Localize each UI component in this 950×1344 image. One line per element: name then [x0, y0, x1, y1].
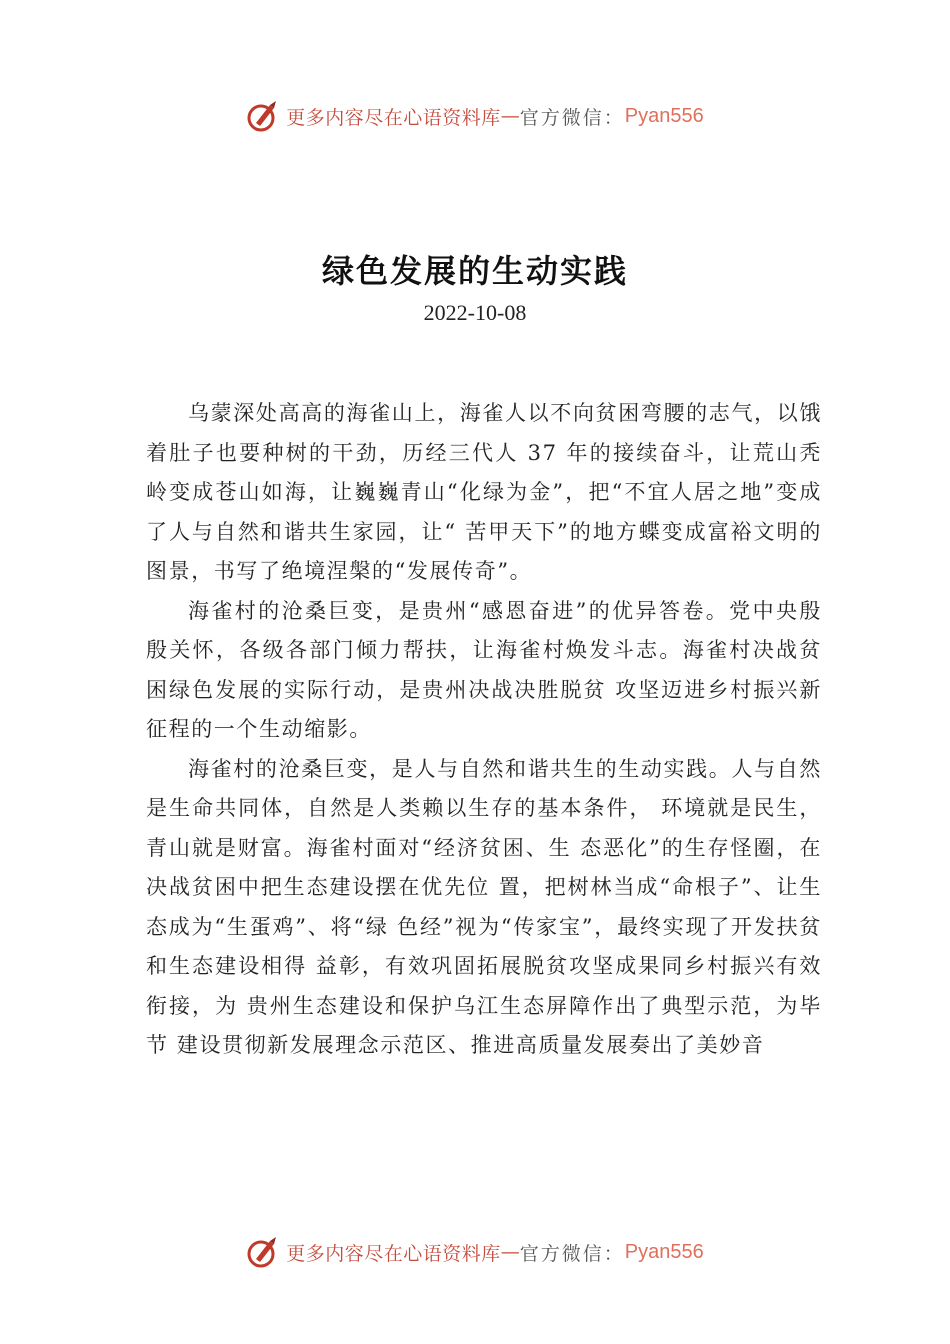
watermark-dash: —: [500, 1241, 520, 1263]
watermark-text: 更多内容尽在心语资料库: [286, 106, 501, 129]
paragraph: 海雀村的沧桑巨变，是人与自然和谐共生的生动实践。人与自然是生命共同体，自然是人类赖以生存的基本条件， 环境就是民生，青山就是财富。海雀村面对“经济贫困、生 态恶化”的生存怪圈，在决战贫困中把生态建设摆在优先位 置，把树林当成“命根子”、让生态成为“生蛋鸡”、将“绿 色经”视为“传家宝”，最终实现了开发扶贫和生态建设相得 益彰，有效巩固拓展脱贫攻坚成果同乡村振兴有效衔接，为 贵州生态建设和保护乌江生态屏障作出了典型示范，为毕节 建设贯彻新发展理念示范区、推进高质量发展奏出了美妙音: [146, 756, 822, 1057]
article-body: [146, 394, 822, 1066]
pen-logo-icon: [246, 99, 280, 133]
watermark-dash: —: [500, 105, 520, 127]
watermark-id: Pyan556: [624, 1240, 704, 1263]
watermark-label: 官方微信：: [519, 1242, 625, 1265]
watermark-text: 更多内容尽在心语资料库: [286, 1242, 501, 1265]
footer-watermark: [0, 1232, 950, 1272]
paragraph: 乌蒙深处高高的海雀山上，海雀人以不向贫困弯腰的志气，以饿着肚子也要种树的干劲，历经三代人 37 年的接续奋斗，让荒山秃岭变成苍山如海，让巍巍青山“化绿为金”，把“不宜人居之地”变成了人与自然和谐共生家园，让“ 苦甲天下”的地方蝶变成富裕文明的图景，书写了绝境涅槃的“发展传奇”。: [146, 401, 822, 583]
article-date: 2022-10-08: [423, 300, 527, 325]
watermark-id: Pyan556: [624, 104, 704, 127]
pen-logo-icon: [246, 1235, 280, 1269]
header-watermark: [0, 96, 950, 136]
article-title: 绿色发展的生动实践: [321, 252, 628, 290]
watermark-label: 官方微信：: [519, 106, 625, 129]
paragraph: 海雀村的沧桑巨变，是贵州“感恩奋进”的优异答卷。党中央殷殷关怀，各级各部门倾力帮扶，让海雀村焕发斗志。海雀村决战贫困绿色发展的实际行动，是贵州决战决胜脱贫 攻坚迈进乡村振兴新征程的一个生动缩影。: [146, 598, 822, 741]
